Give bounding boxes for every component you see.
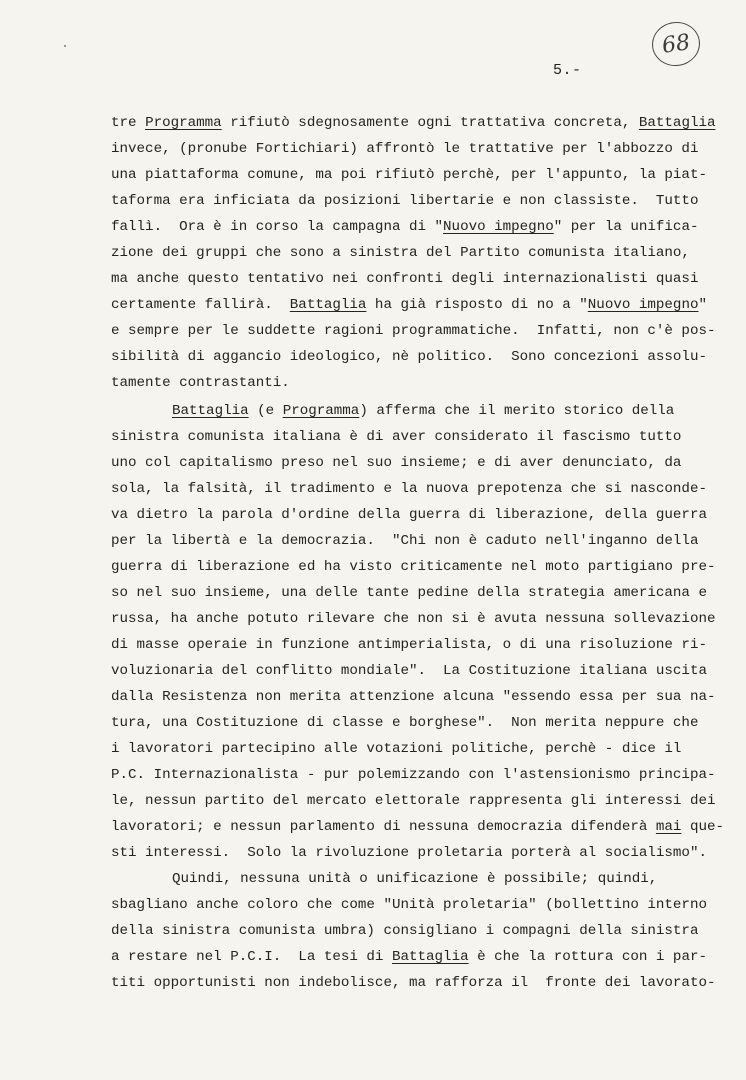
handwritten-page-stamp <box>649 19 703 69</box>
underlined-title: Battaglia <box>289 297 367 313</box>
text-line: so nel suo insieme, una delle tante pedine della strategia americana e <box>111 585 707 601</box>
page-number: 5.- <box>553 62 582 79</box>
text-line: dalla Resistenza non merita attenzione alcuna "essendo essa per sua na- <box>111 689 716 705</box>
underlined-title: mai <box>655 819 682 835</box>
text-line: della sinistra comunista umbra) consigliano i compagni della sinistra <box>111 923 699 939</box>
text-line: per la libertà e la democrazia. "Chi non è caduto nell'inganno della <box>111 533 699 549</box>
text-line: ma anche questo tentativo nei confronti degli internazionalisti quasi <box>111 271 699 287</box>
text-line: sti interessi. Solo la rivoluzione proletaria porterà al socialismo". <box>111 845 707 861</box>
underlined-title: Programma <box>282 403 360 419</box>
text-line: uno col capitalismo preso nel suo insieme; e di aver denunciato, da <box>111 455 682 471</box>
text-line: Quindi, nessuna unità o unificazione è possibile; quindi, <box>172 871 658 887</box>
text-line: fallì. Ora è in corso la campagna di "Nuovo impegno" per la unifica- <box>111 219 699 235</box>
text-line: guerra di liberazione ed ha visto criticamente nel moto partigiano pre- <box>111 559 716 575</box>
text-line: tre Programma rifiutò sdegnosamente ogni trattativa concreta, Battaglia <box>111 115 716 131</box>
text-line: taforma era inficiata da posizioni libertarie e non classiste. Tutto <box>111 193 699 209</box>
text-line: certamente fallirà. Battaglia ha già risposto di no a "Nuovo impegno" <box>111 297 707 313</box>
underlined-title: Nuovo impegno <box>443 219 554 235</box>
underlined-title: Programma <box>145 115 222 131</box>
text-line: le, nessun partito del mercato elettorale rappresenta gli interessi dei <box>111 793 716 809</box>
text-line: va dietro la parola d'ordine della guerra di liberazione, della guerra <box>111 507 707 523</box>
text-line: Battaglia (e Programma) afferma che il merito storico della <box>172 403 675 419</box>
text-line: voluzionaria del conflitto mondiale". La Costituzione italiana uscita <box>111 663 707 679</box>
stamp-number: 68 <box>660 29 692 59</box>
text-line: sinistra comunista italiana è di aver considerato il fascismo tutto <box>111 429 682 445</box>
text-line: a restare nel P.C.I. La tesi di Battaglia è che la rottura con i par- <box>111 949 707 965</box>
underlined-title: Battaglia <box>391 949 469 965</box>
text-line: e sempre per le suddette ragioni programmatiche. Infatti, non c'è pos- <box>111 323 716 339</box>
text-line: una piattaforma comune, ma poi rifiutò perchè, per l'appunto, la piat- <box>111 167 707 183</box>
text-line: russa, ha anche potuto rilevare che non si è avuta nessuna sollevazione <box>111 611 716 627</box>
text-line: sibilità di aggancio ideologico, nè politico. Sono concezioni assolu- <box>111 349 707 365</box>
text-line: sbagliano anche coloro che come "Unità proletaria" (bollettino interno <box>111 897 707 913</box>
text-line: di masse operaie in funzione antimperialista, o di una risoluzione ri- <box>111 637 707 653</box>
text-line: tura, una Costituzione di classe e borghese". Non merita neppure che <box>111 715 699 731</box>
text-line: zione dei gruppi che sono a sinistra del Partito comunista italiano, <box>111 245 690 261</box>
paper-speck <box>64 45 66 47</box>
text-line: titi opportunisti non indebolisce, ma rafforza il fronte dei lavorato- <box>111 975 716 991</box>
text-line: lavoratori; e nessun parlamento di nessuna democrazia difenderà mai que- <box>111 819 725 835</box>
text-line: tamente contrastanti. <box>111 375 290 391</box>
text-line: invece, (pronube Fortichiari) affrontò le trattative per l'abbozzo di <box>111 141 699 157</box>
text-line: P.C. Internazionalista - pur polemizzando con l'astensionismo principa- <box>111 767 716 783</box>
text-line: sola, la falsità, il tradimento e la nuova prepotenza che si nasconde- <box>111 481 707 497</box>
underlined-title: Battaglia <box>638 115 716 131</box>
underlined-title: Nuovo impegno <box>587 297 699 313</box>
text-line: i lavoratori partecipino alle votazioni politiche, perchè - dice il <box>111 741 682 757</box>
underlined-title: Battaglia <box>172 403 249 419</box>
